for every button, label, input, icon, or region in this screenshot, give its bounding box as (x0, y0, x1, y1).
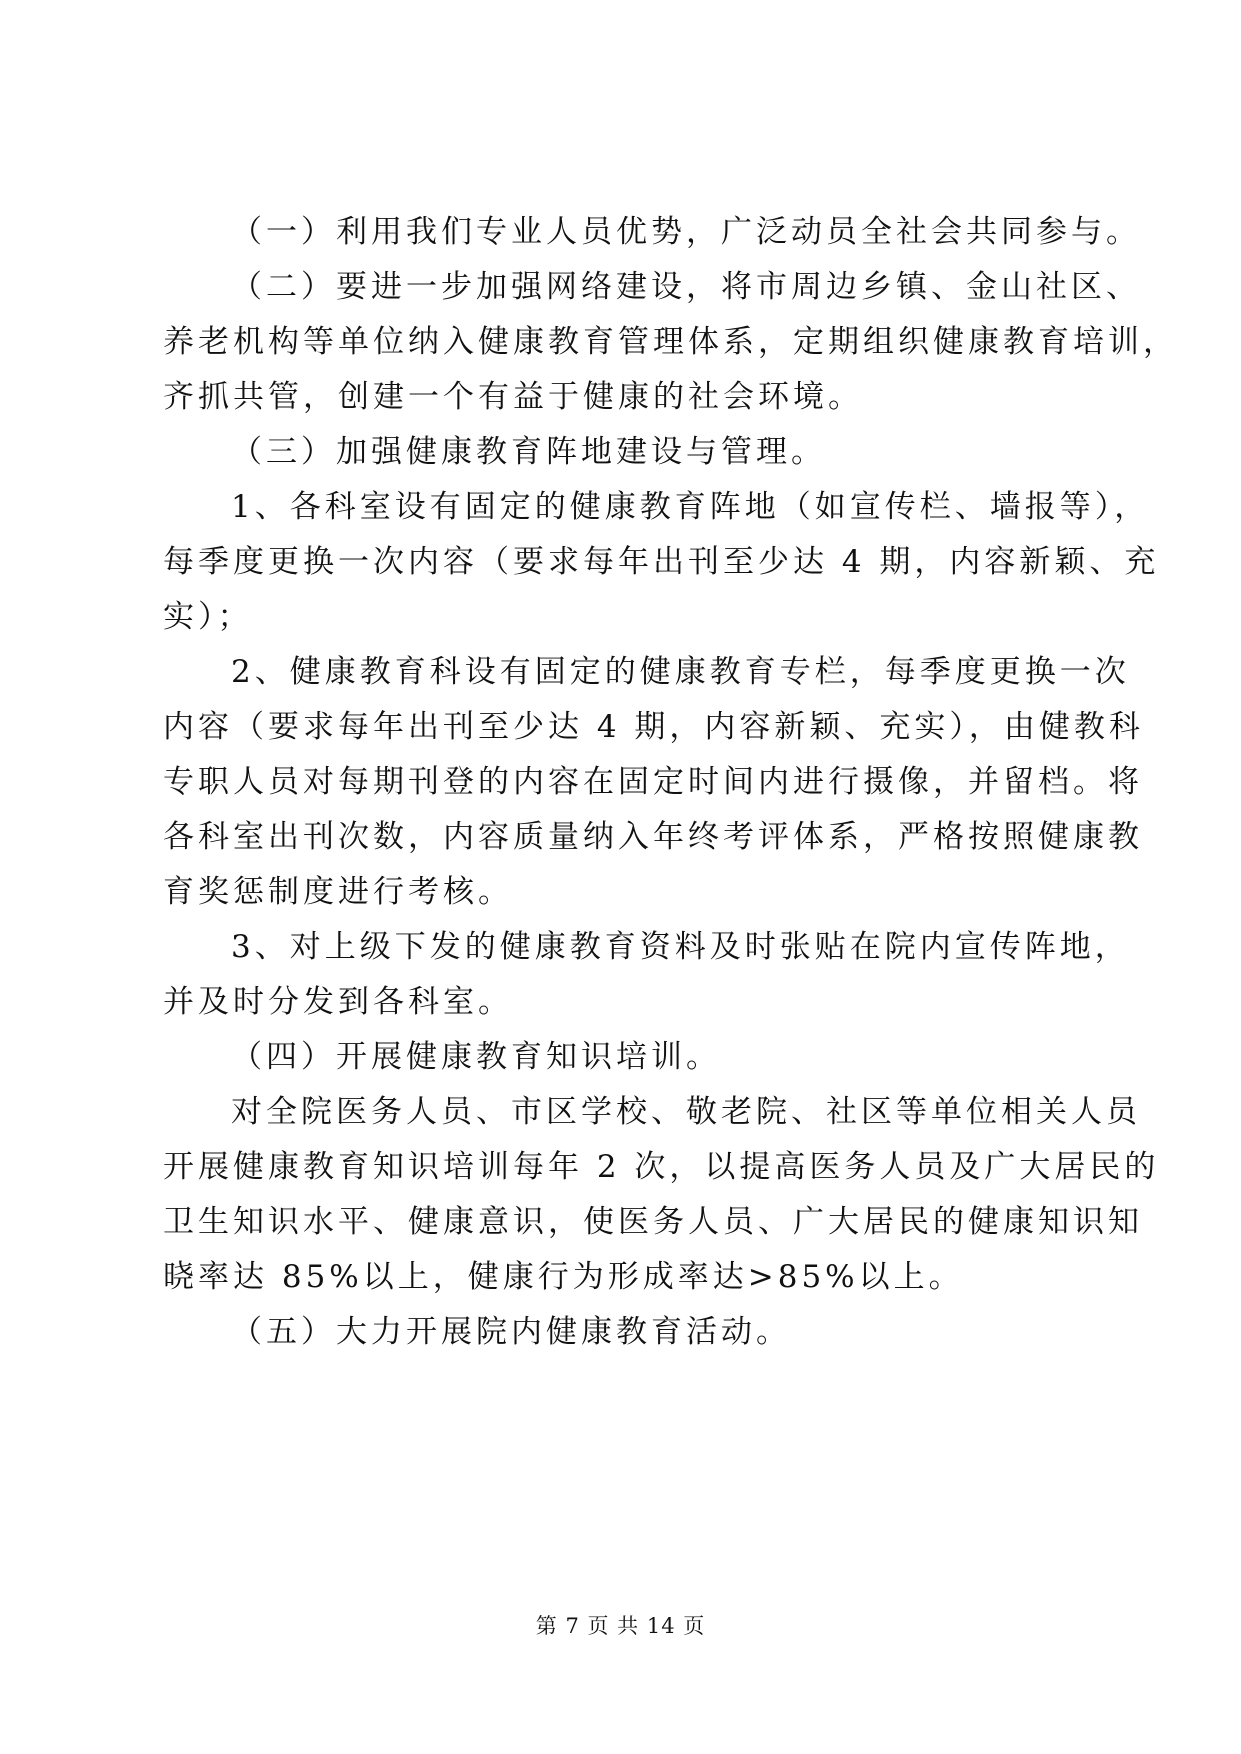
paragraph-line: 养老机构等单位纳入健康教育管理体系，定期组织健康教育培训， (163, 324, 1178, 360)
paragraph-line: （一）利用我们专业人员优势，广泛动员全社会共同参与。 (231, 214, 1141, 250)
paragraph-line: 育奖惩制度进行考核。 (163, 874, 513, 910)
paragraph-line: （三）加强健康教育阵地建设与管理。 (231, 434, 826, 470)
paragraph-line: （五）大力开展院内健康教育活动。 (231, 1314, 791, 1350)
page-number: 第 7 页 共 14 页 (535, 1614, 706, 1638)
paragraph-line: 2、健康教育科设有固定的健康教育专栏，每季度更换一次 (231, 654, 1130, 690)
paragraph-line: 对全院医务人员、市区学校、敬老院、社区等单位相关人员 (231, 1094, 1141, 1130)
paragraph-line: （二）要进一步加强网络建设，将市周边乡镇、金山社区、 (231, 269, 1141, 305)
paragraph-line: 1、各科室设有固定的健康教育阵地（如宣传栏、墙报等）， (231, 489, 1150, 525)
paragraph-line: 齐抓共管，创建一个有益于健康的社会环境。 (163, 379, 863, 415)
paragraph-line: 开展健康教育知识培训每年 2 次，以提高医务人员及广大居民的 (163, 1149, 1160, 1185)
paragraph-line: 3、对上级下发的健康教育资料及时张贴在院内宣传阵地， (231, 929, 1130, 965)
paragraph-line: 各科室出刊次数，内容质量纳入年终考评体系，严格按照健康教 (163, 819, 1143, 855)
paragraph-line: 专职人员对每期刊登的内容在固定时间内进行摄像，并留档。将 (163, 764, 1143, 800)
paragraph-line: 并及时分发到各科室。 (163, 984, 513, 1020)
paragraph-line: 卫生知识水平、健康意识，使医务人员、广大居民的健康知识知 (163, 1204, 1143, 1240)
paragraph-line: 每季度更换一次内容（要求每年出刊至少达 4 期，内容新颖、充 (163, 544, 1160, 580)
paragraph-line: 晓率达 85%以上，健康行为形成率达>85%以上。 (163, 1259, 964, 1295)
paragraph-line: （四）开展健康教育知识培训。 (231, 1039, 721, 1075)
paragraph-line: 实）； (163, 599, 253, 635)
paragraph-line: 内容（要求每年出刊至少达 4 期，内容新颖、充实），由健教科 (163, 709, 1144, 745)
